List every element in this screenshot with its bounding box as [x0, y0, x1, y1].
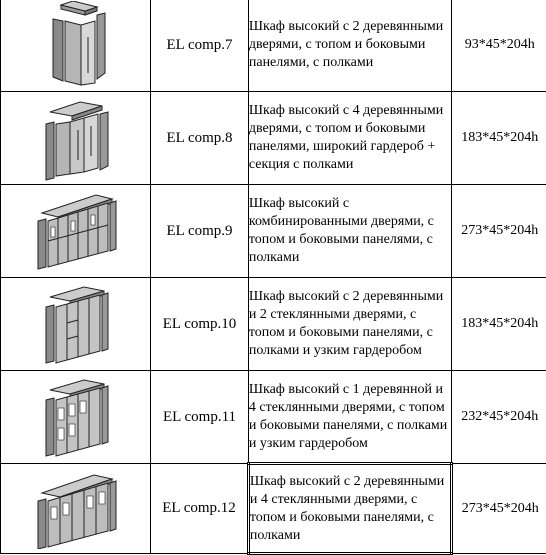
product-image-cell — [1, 0, 151, 92]
product-dimensions: 183*45*204h — [452, 92, 546, 185]
table-row — [1, 0, 546, 92]
product-code: EL comp.10 — [151, 278, 249, 371]
product-description: Шкаф высокий с 4 деревянными дверями, с топом и боковыми панелями, широкий гардероб + секция с полками — [248, 92, 452, 185]
product-image-cell — [1, 371, 151, 464]
table-row — [1, 371, 546, 464]
table-row — [1, 278, 546, 371]
product-description: Шкаф высокий с комбинированными дверями, с топом и боковыми панелями, с полками — [248, 185, 452, 278]
product-image-cell — [1, 464, 151, 554]
product-dimensions: 183*45*204h — [452, 278, 546, 371]
product-code: EL comp.11 — [151, 371, 249, 464]
product-description: Шкаф высокий с 2 деревянными дверями, с топом и боковыми панелями, с полками — [248, 0, 452, 92]
product-dimensions: 273*45*204h — [452, 185, 546, 278]
table-row — [1, 185, 546, 278]
product-code: EL comp.12 — [151, 464, 249, 554]
product-code: EL comp.7 — [151, 0, 249, 92]
product-code: EL comp.8 — [151, 92, 249, 185]
product-image-cell — [1, 278, 151, 371]
tall-cabinet-2-wood-2-glass-doors-icon — [40, 281, 112, 367]
tall-cabinet-combined-doors-icon — [34, 191, 118, 271]
product-code: EL comp.9 — [151, 185, 249, 278]
tall-cabinet-1-wood-4-glass-doors-icon — [40, 374, 112, 460]
product-description: Шкаф высокий с 2 деревянными и 4 стеклянными дверями, с топом и боковыми панелями, с полками — [248, 464, 452, 554]
product-description: Шкаф высокий с 1 деревянной и 4 стеклянными дверями, с топом и боковыми панелями, с полками и узким гардеробом — [248, 371, 452, 464]
tall-cabinet-2-wood-doors-icon — [41, 1, 111, 89]
product-dimensions: 273*45*204h — [452, 464, 546, 554]
product-dimensions: 232*45*204h — [452, 371, 546, 464]
table-row — [1, 464, 546, 554]
tall-cabinet-4-wood-doors-wardrobe-icon — [40, 94, 112, 182]
product-image-cell — [1, 185, 151, 278]
product-dimensions: 93*45*204h — [452, 0, 546, 92]
tall-cabinet-2-wood-4-glass-doors-icon — [34, 469, 118, 549]
product-image-cell — [1, 92, 151, 185]
table-row — [1, 92, 546, 185]
product-description: Шкаф высокий с 2 деревянными и 2 стеклянными дверями, с топом и боковыми панелями, с полками и узким гардеробом — [248, 278, 452, 371]
